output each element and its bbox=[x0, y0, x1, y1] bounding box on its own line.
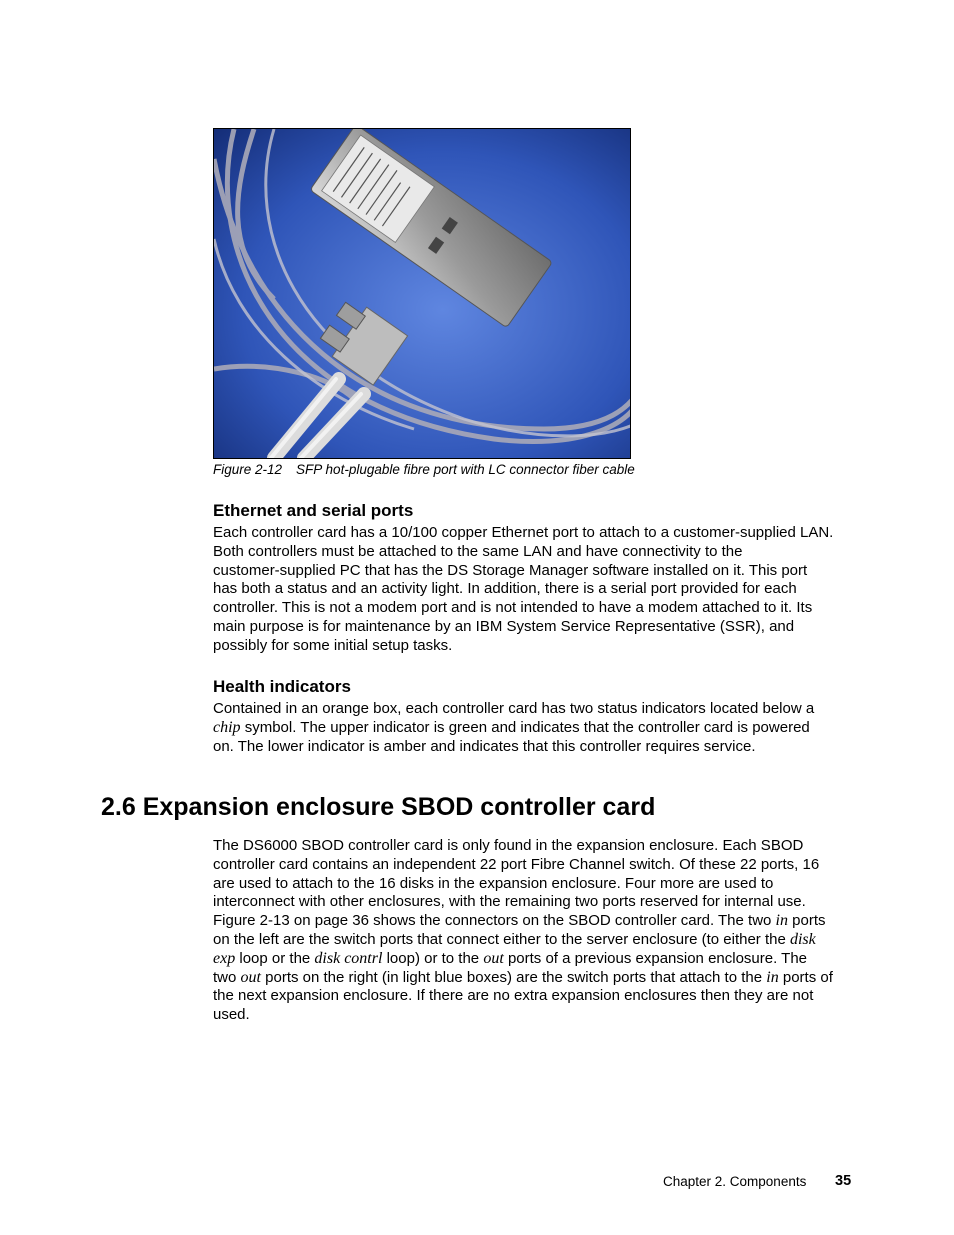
heading-ethernet-serial-ports: Ethernet and serial ports bbox=[213, 501, 414, 520]
italic-term: out bbox=[483, 949, 504, 967]
text-line: Contained in an orange box, each controller card has two status indicators located below a bbox=[213, 700, 815, 717]
text-span: ports of bbox=[778, 968, 833, 986]
italic-term: chip bbox=[213, 718, 241, 736]
paragraph-ethernet-serial bbox=[213, 524, 858, 656]
figure-caption-label: Figure 2-12 bbox=[213, 462, 283, 477]
text-span: ports of a previous expansion enclosure. The bbox=[503, 949, 808, 967]
text-line: are used to attach to the 16 disks in the expansion enclosure. Four more are used to bbox=[213, 874, 774, 892]
text-span: two bbox=[213, 968, 241, 986]
text-line: possibly for some initial setup tasks. bbox=[213, 636, 453, 654]
text-span: loop) or to the bbox=[382, 949, 484, 967]
text-line bbox=[213, 969, 858, 988]
text-line: used. bbox=[213, 1006, 250, 1024]
text-line bbox=[213, 931, 858, 950]
text-line: customer-supplied PC that has the DS Storage Manager software installed on it. This port bbox=[213, 561, 808, 579]
text-span: symbol. The upper indicator is green and indicates that the controller card is powered bbox=[240, 718, 810, 736]
italic-term: out bbox=[240, 968, 261, 986]
text-line: interconnect with other enclosures, with the remaining two ports reserved for internal use. bbox=[213, 893, 806, 911]
paragraph-sbod-controller bbox=[213, 837, 858, 1025]
text-line bbox=[213, 950, 858, 969]
italic-term: in bbox=[775, 912, 788, 930]
italic-term: disk bbox=[789, 930, 816, 948]
text-span: Figure 2-13 on page 36 shows the connectors on the SBOD controller card. The two bbox=[213, 912, 776, 930]
page-number: 35 bbox=[835, 1173, 852, 1189]
text-line: the next expansion enclosure. If there are no extra expansion enclosures then they are not bbox=[213, 987, 814, 1005]
footer-chapter: Chapter 2. Components bbox=[663, 1174, 807, 1189]
text-line bbox=[213, 912, 858, 931]
figure-caption bbox=[213, 462, 635, 477]
text-line: The DS6000 SBOD controller card is only found in the expansion enclosure. Each SBOD bbox=[213, 837, 804, 854]
figure-caption-text: SFP hot-plugable fibre port with LC connector fiber cable bbox=[296, 462, 635, 477]
text-line: controller card contains an independent 22 port Fibre Channel switch. Of these 22 ports, 16 bbox=[213, 855, 820, 873]
text-line: main purpose is for maintenance by an IBM System Service Representative (SSR), and bbox=[213, 617, 795, 635]
text-line: Both controllers must be attached to the same LAN and have connectivity to the bbox=[213, 542, 743, 560]
italic-term: exp bbox=[213, 949, 236, 967]
text-line: controller. This is not a modem port and is not intended to have a modem attached to it. Its bbox=[213, 599, 813, 617]
section-heading-2-6: 2.6 Expansion enclosure SBOD controller card bbox=[101, 793, 656, 821]
text-span: loop or the bbox=[235, 949, 315, 967]
text-line: Each controller card has a 10/100 copper Ethernet port to attach to a customer-supplied LAN. bbox=[213, 524, 834, 541]
heading-health-indicators: Health indicators bbox=[213, 677, 351, 696]
text-line: on. The lower indicator is amber and indicates that this controller requires service. bbox=[213, 737, 756, 755]
sfp-photo-figure bbox=[213, 128, 631, 459]
paragraph-health-indicators bbox=[213, 700, 858, 756]
text-line: has both a status and an activity light. In addition, there is a serial port provided for each bbox=[213, 580, 797, 598]
sfp-photo-illustration bbox=[214, 129, 630, 458]
text-line bbox=[213, 719, 858, 738]
text-span: ports on the right (in light blue boxes) are the switch ports that attach to the bbox=[260, 968, 767, 986]
text-span: on the left are the switch ports that connect either to the server enclosure (to either the bbox=[213, 930, 790, 948]
italic-term: in bbox=[766, 968, 779, 986]
text-span: ports bbox=[788, 912, 826, 930]
italic-term: disk contrl bbox=[314, 949, 383, 967]
